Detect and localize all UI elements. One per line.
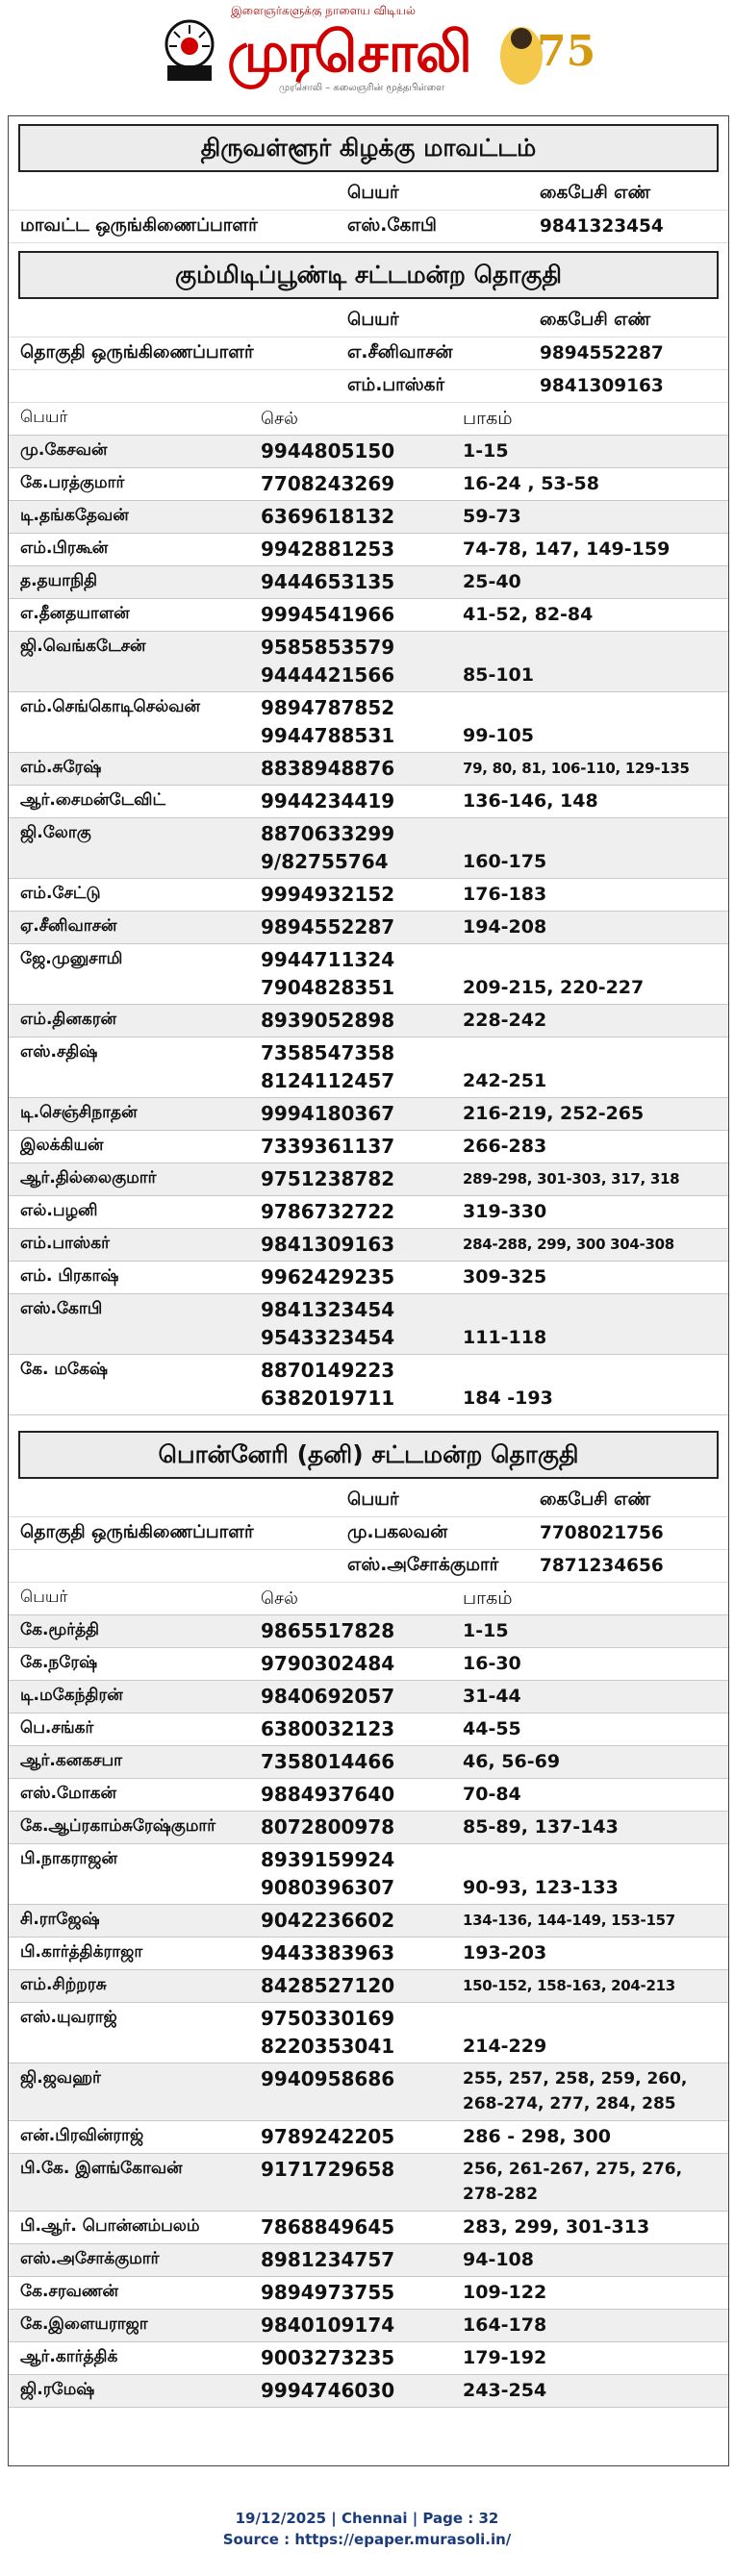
member-name: பெ.சங்கர் [20, 1718, 94, 1738]
member-name: கே.பரத்குமார் [20, 473, 125, 492]
east-district-header [9, 178, 728, 211]
booth-parts: 94-108 [463, 2249, 534, 2270]
member-name: என்.பிரவின்ராஜ் [20, 2126, 144, 2145]
col-name-label: பெயர் [347, 183, 399, 203]
table-row [9, 786, 728, 818]
phone-number: 7339361137 [261, 1135, 395, 1158]
member-phones [261, 2063, 463, 2120]
phone-number: 9750330169 [261, 2007, 395, 2030]
member-phones [261, 566, 463, 598]
booth-parts: 16-30 [463, 1653, 521, 1674]
member-name: ஆர்.கனகசபா [20, 1751, 123, 1770]
anniversary-badge-icon [491, 15, 596, 92]
phone-number: 9003273235 [261, 2346, 395, 2369]
phone-number: 9790302484 [261, 1652, 395, 1675]
phone-number: 7708243269 [261, 472, 395, 495]
ponneri-coord-header [9, 1485, 728, 1517]
footer-source-line: Source : https://epaper.murasoli.in/ [222, 2531, 512, 2548]
table-row [9, 1262, 728, 1294]
booth-parts: 289-298, 301-303, 317, 318 [463, 1170, 680, 1188]
member-name: கே.சரவணன் [20, 2282, 118, 2301]
gummidipoondi-coord-header [9, 305, 728, 338]
table-row [9, 1196, 728, 1229]
table-row [9, 501, 728, 534]
table-row [9, 1355, 728, 1415]
member-name: கே.ஆப்ரகாம்சுரேஷ்குமார் [20, 1816, 216, 1836]
booth-parts: 111-118 [463, 1327, 547, 1348]
member-phones [261, 2277, 463, 2309]
member-name: ஆர்.சைமன்டேவிட் [20, 790, 165, 810]
member-name: எஸ்.கோபி [20, 1299, 103, 1318]
table-row [9, 2212, 728, 2244]
header-parts: பாகம் [463, 408, 513, 429]
table-row [9, 753, 728, 786]
member-name: ஜி.வெங்கடேசன் [20, 637, 146, 656]
phone-number: 9942881253 [261, 538, 395, 561]
constituency-coordinator-row [9, 338, 728, 370]
member-phones [261, 879, 463, 911]
phone-number: 9042236602 [261, 1909, 395, 1932]
booth-parts: 309-325 [463, 1266, 547, 1288]
coordinator-phone: 9841309163 [540, 376, 664, 396]
member-name: கே.இளையராஜா [20, 2314, 148, 2334]
booth-parts: 70-84 [463, 1784, 521, 1805]
phone-number: 9994746030 [261, 2379, 395, 2402]
member-phones [261, 1163, 463, 1195]
booth-parts: 31-44 [463, 1686, 521, 1707]
booth-parts: 99-105 [463, 725, 534, 746]
booth-parts: 136-146, 148 [463, 790, 598, 812]
member-name: த.தயாநிதி [20, 571, 98, 590]
table-row [9, 2342, 728, 2375]
member-name: பி.கே. இளங்கோவன் [20, 2159, 183, 2178]
anniversary-number: 75 [537, 27, 596, 76]
masthead-logo: முரசொலி [227, 19, 470, 85]
member-name: இலக்கியன் [20, 1136, 104, 1155]
member-name: எம்.சிற்றரசு [20, 1975, 107, 1994]
booth-parts: 1-15 [463, 440, 509, 462]
phone-number: 8072800978 [261, 1815, 395, 1838]
member-phones [261, 912, 463, 943]
booth-parts: 194-208 [463, 916, 547, 938]
member-phones [261, 1844, 463, 1904]
phone-number: 8939052898 [261, 1009, 395, 1032]
member-name: ஜே.முனுசாமி [20, 949, 123, 968]
member-name: எம்.சுரேஷ் [20, 758, 102, 777]
table-row [9, 2121, 728, 2154]
member-phones [261, 2310, 463, 2341]
phone-number: 8220353041 [261, 2035, 395, 2058]
member-name: எம்.சேட்டு [20, 884, 101, 903]
member-name: ஜி.ஜவஹர் [20, 2068, 101, 2088]
table-row [9, 1938, 728, 1970]
booth-parts: 266-283 [463, 1136, 547, 1157]
table-row [9, 1005, 728, 1038]
table-row [9, 1779, 728, 1812]
table-row [9, 1648, 728, 1681]
table-row [9, 1163, 728, 1196]
member-phones [261, 2121, 463, 2153]
masthead-tagline: இளைஞர்களுக்கு நாளைய விடியல் [231, 4, 416, 17]
member-name: கே.நரேஷ் [20, 1653, 98, 1672]
member-name: கே.மூர்த்தி [20, 1620, 100, 1639]
table-row [9, 599, 728, 632]
table-row [9, 1713, 728, 1746]
member-name: ஆர்.கார்த்திக் [20, 2347, 118, 2366]
constituency-coordinator-row [9, 370, 728, 403]
member-phones [261, 786, 463, 817]
member-phones [261, 1905, 463, 1937]
masthead-subline: முரசொலி – கலைஞரின் மூத்தபிள்ளை [279, 83, 445, 93]
table-row [9, 468, 728, 501]
booth-parts: 85-101 [463, 664, 534, 686]
table-row [9, 632, 728, 692]
phone-number: 9840692057 [261, 1685, 395, 1708]
member-name: ஜி.லோகு [20, 823, 91, 842]
member-phones [261, 1005, 463, 1037]
member-name: டி.மகேந்திரன் [20, 1686, 123, 1705]
masthead [0, 0, 734, 104]
booth-parts: 214-229 [463, 2036, 547, 2057]
ponneri-title: பொன்னேரி (தனி) சட்டமன்ற தொகுதி [18, 1431, 719, 1479]
table-row [9, 2310, 728, 2342]
col-name-label: பெயர் [347, 1489, 399, 1510]
booth-parts: 41-52, 82-84 [463, 604, 594, 625]
phone-number: 9841309163 [261, 1233, 395, 1256]
phone-number: 9944788531 [261, 724, 395, 747]
booth-parts: 90-93, 123-133 [463, 1877, 619, 1898]
member-phones [261, 1262, 463, 1293]
booth-parts-line: 268-274, 277, 284, 285 [463, 2094, 676, 2113]
member-phones [261, 2244, 463, 2276]
header-name: பெயர் [20, 1588, 68, 1607]
coordinator-name: மு.பகலவன் [347, 1522, 448, 1542]
phone-number: 9894552287 [261, 915, 395, 938]
phone-number: 9585853579 [261, 636, 395, 659]
member-phones [261, 632, 463, 691]
booth-parts: 176-183 [463, 884, 547, 905]
member-name: பி.கார்த்திக்ராஜா [20, 1942, 143, 1962]
phone-number: 6382019711 [261, 1387, 395, 1410]
table-row [9, 1229, 728, 1262]
member-name: எஸ்.அசோக்குமார் [20, 2249, 160, 2268]
booth-parts: 59-73 [463, 506, 521, 527]
header-parts: பாகம் [463, 1588, 513, 1609]
phone-number: 9940958686 [261, 2067, 395, 2090]
phone-number: 9/82755764 [261, 850, 389, 873]
member-phones [261, 599, 463, 631]
member-name: டி.செஞ்சிநாதன் [20, 1103, 138, 1122]
booth-parts: 150-152, 158-163, 204-213 [463, 1977, 675, 1994]
phone-number: 7904828351 [261, 976, 395, 999]
member-phones [261, 1615, 463, 1647]
phone-number: 9786732722 [261, 1200, 395, 1223]
member-phones [261, 1970, 463, 2002]
member-phones [261, 1779, 463, 1811]
phone-number: 9994180367 [261, 1102, 395, 1125]
table-row [9, 2244, 728, 2277]
coordinator-name: எ.சீனிவாசன் [347, 342, 453, 363]
member-name: ஜி.ரமேஷ் [20, 2380, 95, 2399]
member-name: மு.கேசவன் [20, 440, 108, 460]
booth-parts: 228-242 [463, 1010, 547, 1031]
header-cell: செல் [261, 409, 298, 429]
booth-parts: 216-219, 252-265 [463, 1103, 645, 1124]
footer-date-line: 19/12/2025 | Chennai | Page : 32 [235, 2510, 499, 2527]
member-phones [261, 436, 463, 467]
table-row [9, 1970, 728, 2003]
booth-parts: 243-254 [463, 2380, 547, 2401]
member-phones [261, 1229, 463, 1261]
booth-parts: 179-192 [463, 2347, 547, 2368]
phone-number: 9944711324 [261, 948, 395, 971]
member-phones [261, 1746, 463, 1778]
member-phones [261, 501, 463, 533]
ponneri-table [9, 1583, 728, 2408]
table-header [9, 403, 728, 436]
phone-number: 9865517828 [261, 1619, 395, 1642]
member-phones [261, 1648, 463, 1680]
table-row [9, 879, 728, 912]
phone-number: 8981234757 [261, 2248, 395, 2271]
member-phones [261, 1938, 463, 1969]
phone-number: 8870149223 [261, 1359, 395, 1382]
booth-parts: 46, 56-69 [463, 1751, 561, 1772]
member-phones [261, 692, 463, 752]
member-phones [261, 1038, 463, 1097]
member-phones [261, 2154, 463, 2211]
phone-number: 9840109174 [261, 2313, 395, 2337]
phone-number: 9884937640 [261, 1783, 395, 1806]
member-phones [261, 468, 463, 500]
booth-parts: 242-251 [463, 1070, 547, 1091]
person-phone: 9841323454 [540, 216, 664, 237]
member-phones [261, 2212, 463, 2243]
table-row [9, 566, 728, 599]
member-name: எஸ்.சதிஷ் [20, 1042, 98, 1062]
phone-number: 9962429235 [261, 1265, 395, 1288]
member-name: எல்.பழனி [20, 1201, 98, 1220]
phone-number: 6369618132 [261, 505, 395, 528]
table-row [9, 1812, 728, 1844]
member-name: பி.ஆர். பொன்னம்பலம் [20, 2216, 200, 2236]
booth-parts [463, 2154, 728, 2211]
phone-number: 8124112457 [261, 1069, 395, 1092]
person-name: எஸ்.கோபி [347, 215, 437, 236]
member-phones [261, 1355, 463, 1414]
member-phones [261, 818, 463, 878]
member-name: எஸ்.யுவராஜ் [20, 2008, 117, 2027]
member-phones [261, 1681, 463, 1713]
phone-number: 8428527120 [261, 1974, 395, 1997]
table-row [9, 1131, 728, 1163]
table-row [9, 436, 728, 468]
member-phones [261, 1812, 463, 1843]
booth-parts [463, 2063, 728, 2120]
header-name: பெயர் [20, 408, 68, 427]
phone-number: 7868849645 [261, 2215, 395, 2238]
table-row [9, 692, 728, 753]
rising-sun-emblem-icon [162, 17, 217, 85]
member-phones [261, 753, 463, 785]
phone-number: 9841323454 [261, 1298, 395, 1321]
table-row [9, 2277, 728, 2310]
booth-parts: 209-215, 220-227 [463, 977, 645, 998]
constituency-coordinator-row [9, 1550, 728, 1583]
table-row [9, 2063, 728, 2121]
phone-number: 8838948876 [261, 757, 395, 780]
gummidipoondi-title: கும்மிடிப்பூண்டி சட்டமன்ற தொகுதி [18, 251, 719, 299]
phone-number: 9080396307 [261, 1876, 395, 1899]
phone-number: 9894787852 [261, 696, 395, 719]
phone-number: 9789242205 [261, 2125, 395, 2148]
col-name-label: பெயர் [347, 310, 399, 330]
booth-parts: 286 - 298, 300 [463, 2126, 611, 2147]
booth-parts-line: 256, 261-267, 275, 276, [463, 2160, 683, 2179]
role-label: மாவட்ட ஒருங்கிணைப்பாளர் [20, 215, 258, 236]
coordinator-name: எம்.பாஸ்கர் [347, 375, 445, 395]
table-row [9, 2154, 728, 2212]
member-name: சி.ராஜேஷ் [20, 1910, 100, 1929]
member-phones [261, 1098, 463, 1130]
member-phones [261, 2342, 463, 2374]
member-phones [261, 1713, 463, 1745]
member-name: எம்.பிரகூன் [20, 538, 109, 558]
coordinator-phone: 9894552287 [540, 343, 664, 363]
table-row [9, 1681, 728, 1713]
coordinator-phone: 7708021756 [540, 1523, 664, 1543]
table-header [9, 1583, 728, 1615]
booth-parts: 1-15 [463, 1620, 509, 1641]
booth-parts: 109-122 [463, 2282, 547, 2303]
booth-parts: 85-89, 137-143 [463, 1816, 619, 1838]
booth-parts: 164-178 [463, 2314, 547, 2336]
col-phone-label: கைபேசி எண் [540, 310, 651, 330]
constituency-coordinator-row [9, 1517, 728, 1550]
table-row [9, 1615, 728, 1648]
booth-parts: 74-78, 147, 149-159 [463, 538, 671, 560]
district-coordinator-row [9, 211, 728, 243]
east-district-title: திருவள்ளூர் கிழக்கு மாவட்டம் [18, 124, 719, 172]
booth-parts: 79, 80, 81, 106-110, 129-135 [463, 760, 690, 777]
phone-number: 9894973755 [261, 2281, 395, 2304]
table-row [9, 1038, 728, 1098]
member-name: எ.தீனதயாளன் [20, 604, 130, 623]
booth-parts: 184 -193 [463, 1388, 553, 1409]
member-name: எம்.செங்கொடிசெல்வன் [20, 697, 200, 716]
member-name: பி.நாகராஜன் [20, 1849, 117, 1868]
booth-parts-line: 255, 257, 258, 259, 260, [463, 2069, 688, 2088]
table-row [9, 818, 728, 879]
notice-page [8, 115, 729, 2466]
booth-parts: 284-288, 299, 300 304-308 [463, 1236, 674, 1253]
table-row [9, 1746, 728, 1779]
booth-parts: 134-136, 144-149, 153-157 [463, 1912, 675, 1929]
phone-number: 9444421566 [261, 663, 395, 687]
member-name: எம். பிரகாஷ் [20, 1266, 119, 1286]
phone-number: 7358547358 [261, 1041, 395, 1064]
phone-number: 9944805150 [261, 439, 395, 463]
member-phones [261, 534, 463, 565]
phone-number: 9994541966 [261, 603, 395, 626]
booth-parts: 193-203 [463, 1942, 547, 1963]
table-row [9, 1844, 728, 1905]
booth-parts: 319-330 [463, 1201, 547, 1222]
booth-parts-line: 278-282 [463, 2185, 539, 2204]
phone-number: 8939159924 [261, 1848, 395, 1871]
role-label: தொகுதி ஒருங்கிணைப்பாளர் [20, 1522, 254, 1542]
table-row [9, 2003, 728, 2063]
phone-number: 9543323454 [261, 1326, 395, 1349]
col-phone-label: கைபேசி எண் [540, 1489, 651, 1510]
booth-parts: 44-55 [463, 1718, 521, 1739]
table-row [9, 1098, 728, 1131]
member-phones [261, 1294, 463, 1354]
page-footer [0, 2508, 734, 2550]
table-row [9, 2375, 728, 2408]
member-phones [261, 2003, 463, 2063]
member-phones [261, 1131, 463, 1163]
col-phone-label: கைபேசி எண் [540, 183, 651, 203]
member-name: ஏ.சீனிவாசன் [20, 916, 117, 936]
table-row [9, 1294, 728, 1355]
member-phones [261, 1196, 463, 1228]
role-label: தொகுதி ஒருங்கிணைப்பாளர் [20, 342, 254, 363]
table-row [9, 912, 728, 944]
member-name: டி.தங்கதேவன் [20, 506, 129, 525]
phone-number: 8870633299 [261, 822, 395, 845]
member-phones [261, 2375, 463, 2407]
booth-parts: 25-40 [463, 571, 521, 592]
phone-number: 9171729658 [261, 2158, 395, 2181]
gummidipoondi-table [9, 403, 728, 1415]
table-row [9, 944, 728, 1005]
coordinator-name: எஸ்.அசோக்குமார் [347, 1555, 499, 1575]
phone-number: 9994932152 [261, 883, 395, 906]
member-name: எம்.தினகரன் [20, 1010, 116, 1029]
coordinator-phone: 7871234656 [540, 1556, 664, 1576]
header-cell: செல் [261, 1588, 298, 1609]
member-phones [261, 944, 463, 1004]
member-name: எஸ்.மோகன் [20, 1784, 116, 1803]
phone-number: 9444653135 [261, 570, 395, 593]
table-row [9, 534, 728, 566]
phone-number: 9443383963 [261, 1941, 395, 1964]
member-name: கே. மகேஷ் [20, 1360, 108, 1379]
member-name: ஆர்.தில்லைகுமார் [20, 1168, 157, 1188]
booth-parts: 160-175 [463, 851, 547, 872]
booth-parts: 283, 299, 301-313 [463, 2216, 650, 2238]
phone-number: 9751238782 [261, 1167, 395, 1190]
phone-number: 6380032123 [261, 1717, 395, 1740]
booth-parts: 16-24 , 53-58 [463, 473, 599, 494]
member-name: எம்.பாஸ்கர் [20, 1234, 110, 1253]
phone-number: 9944234419 [261, 789, 395, 813]
phone-number: 7358014466 [261, 1750, 395, 1773]
table-row [9, 1905, 728, 1938]
